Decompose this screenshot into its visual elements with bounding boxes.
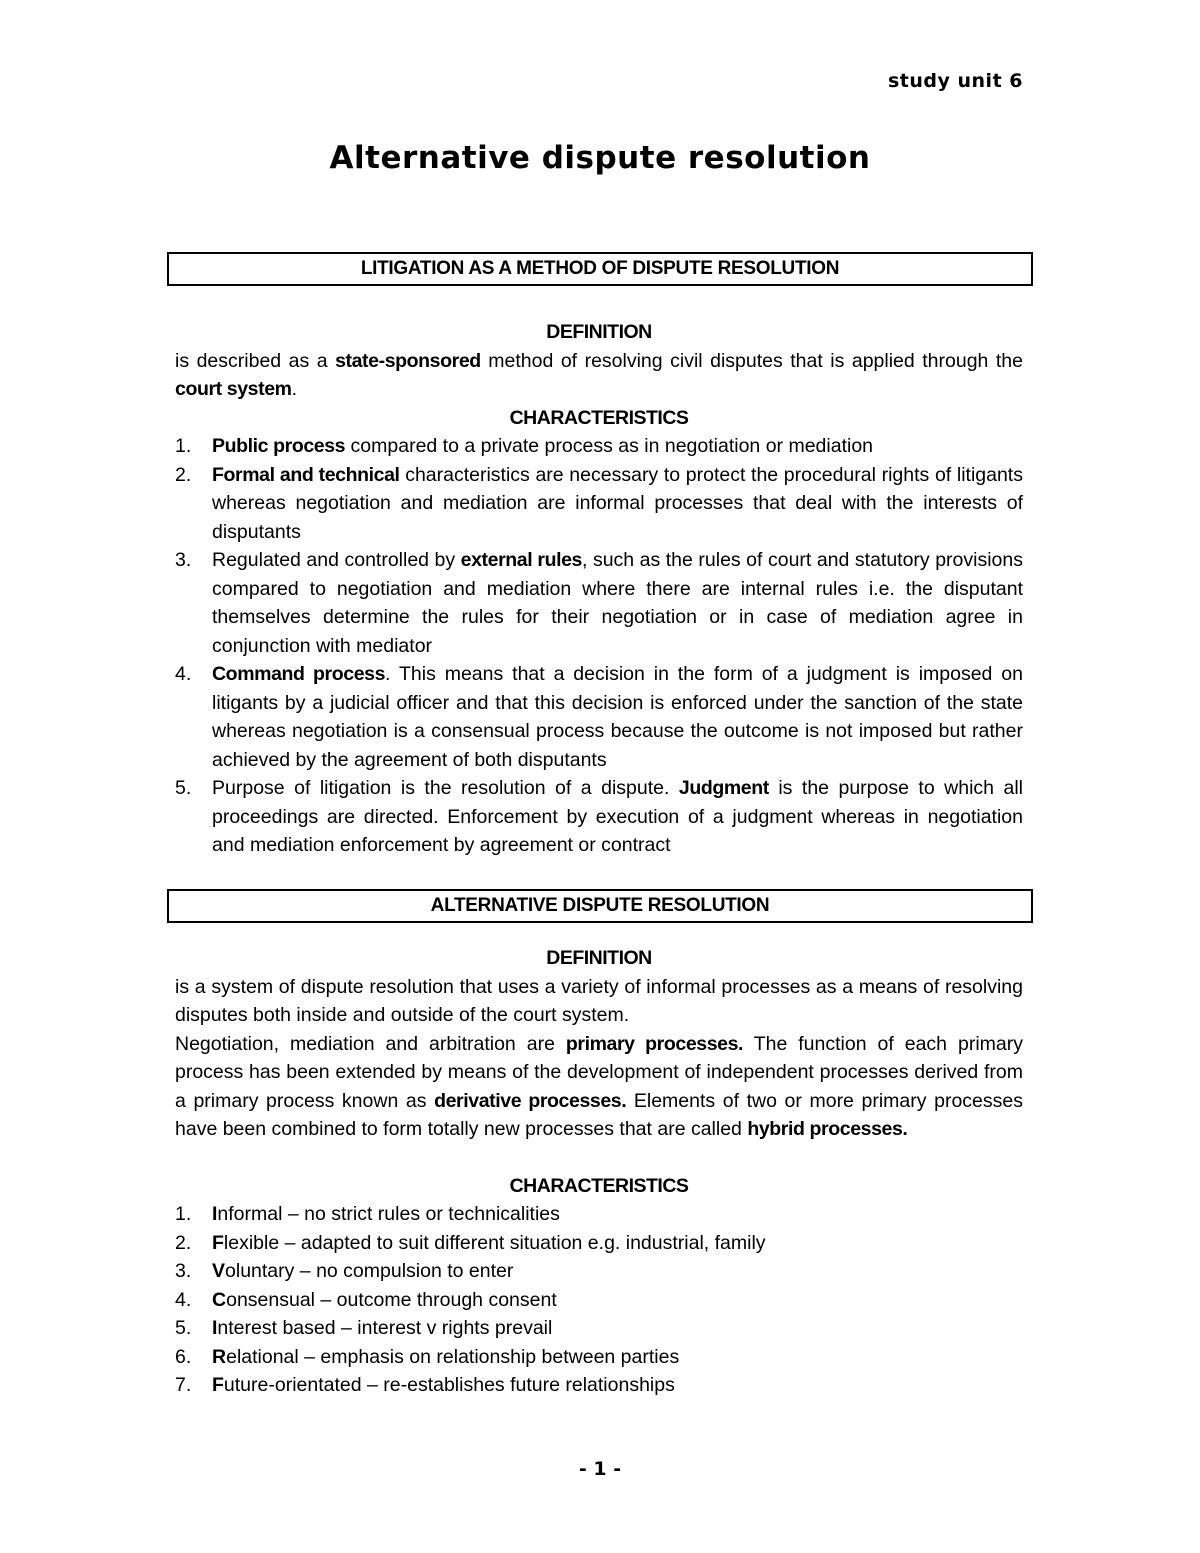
section-litigation-body (175, 318, 1023, 860)
section-heading-adr: ALTERNATIVE DISPUTE RESOLUTION (167, 889, 1033, 923)
list-item: 1. Public process compared to a private process as in negotiation or mediation (175, 435, 874, 457)
study-unit-label: study unit 6 (887, 70, 1023, 92)
document-page (167, 0, 1033, 1553)
characteristics-heading: CHARACTERISTICS (509, 1174, 689, 1197)
characteristics-heading: CHARACTERISTICS (509, 406, 689, 429)
key-term: primary processes. (565, 1032, 744, 1055)
key-term: state-sponsored (335, 349, 481, 372)
list-item: 6. Relational – emphasis on relationship between parties (175, 1345, 680, 1368)
processes-paragraph: Negotiation, mediation and arbitration are primary processes. The function of each primary process has been extended by means of the development of independent processes derived from a primary process known as derivative processes. Elements of two or more primary processes have been combined to form totally new processes that are called hybrid processes. (175, 1032, 1023, 1140)
key-term: derivative processes. (434, 1089, 627, 1112)
list-item: 3. Regulated and controlled by external rules, such as the rules of court and statutory provisions compared to negotiation and mediation where there are internal rules i.e. the disputant themselves determine the rules for their negotiation or in case of mediation agree in conjunction with mediator (175, 549, 1023, 657)
list-item: 2. Formal and technical characteristics are necessary to protect the procedural rights of litigants whereas negotiation and mediation are informal processes that deal with the interests of disputants (175, 463, 1023, 543)
list-item: 5. Purpose of litigation is the resolution of a dispute. Judgment is the purpose to which all proceedings are directed. Enforcement by execution of a judgment whereas in negotiation and mediation enforcement by agreement or contract (175, 777, 1024, 856)
definition-heading: DEFINITION (546, 321, 652, 343)
section-adr-body (175, 944, 1023, 1400)
list-item: 1. Informal – no strict rules or technicalities (175, 1203, 560, 1225)
list-item: 4. Command process. This means that a decision in the form of a judgment is imposed on litigants by a judicial officer and that this decision is enforced under the sanction of the state whereas negotiation is a consensual process because the outcome is not imposed but rather achieved by the agreement of both disputants (175, 663, 1023, 771)
document-title: Alternative dispute resolution (329, 140, 871, 176)
characteristics-list (175, 1200, 1023, 1400)
key-term: hybrid processes. (747, 1118, 908, 1140)
list-item: 5. Interest based – interest v rights prevail (175, 1317, 553, 1339)
definition-heading: DEFINITION (546, 947, 652, 969)
definition-paragraph: is a system of dispute resolution that uses a variety of informal processes as a means of resolving disputes both inside and outside of the court system. (175, 975, 1023, 1026)
list-item: 4. Consensual – outcome through consent (175, 1288, 557, 1311)
spacer (175, 1144, 1023, 1172)
section-heading-litigation: LITIGATION AS A METHOD OF DISPUTE RESOLUTION (167, 252, 1033, 286)
list-item: 2. Flexible – adapted to suit different situation e.g. industrial, family (175, 1231, 766, 1254)
list-item: 3. Voluntary – no compulsion to enter (175, 1260, 514, 1282)
characteristics-list (175, 432, 1023, 860)
page-number: - 1 - (578, 1458, 622, 1480)
list-item: 7. Future-orientated – re-establishes future relationships (175, 1374, 675, 1396)
definition-paragraph: is described as a state-sponsored method of resolving civil disputes that is applied through the court system. (175, 349, 1023, 400)
key-term: court system (175, 378, 292, 400)
